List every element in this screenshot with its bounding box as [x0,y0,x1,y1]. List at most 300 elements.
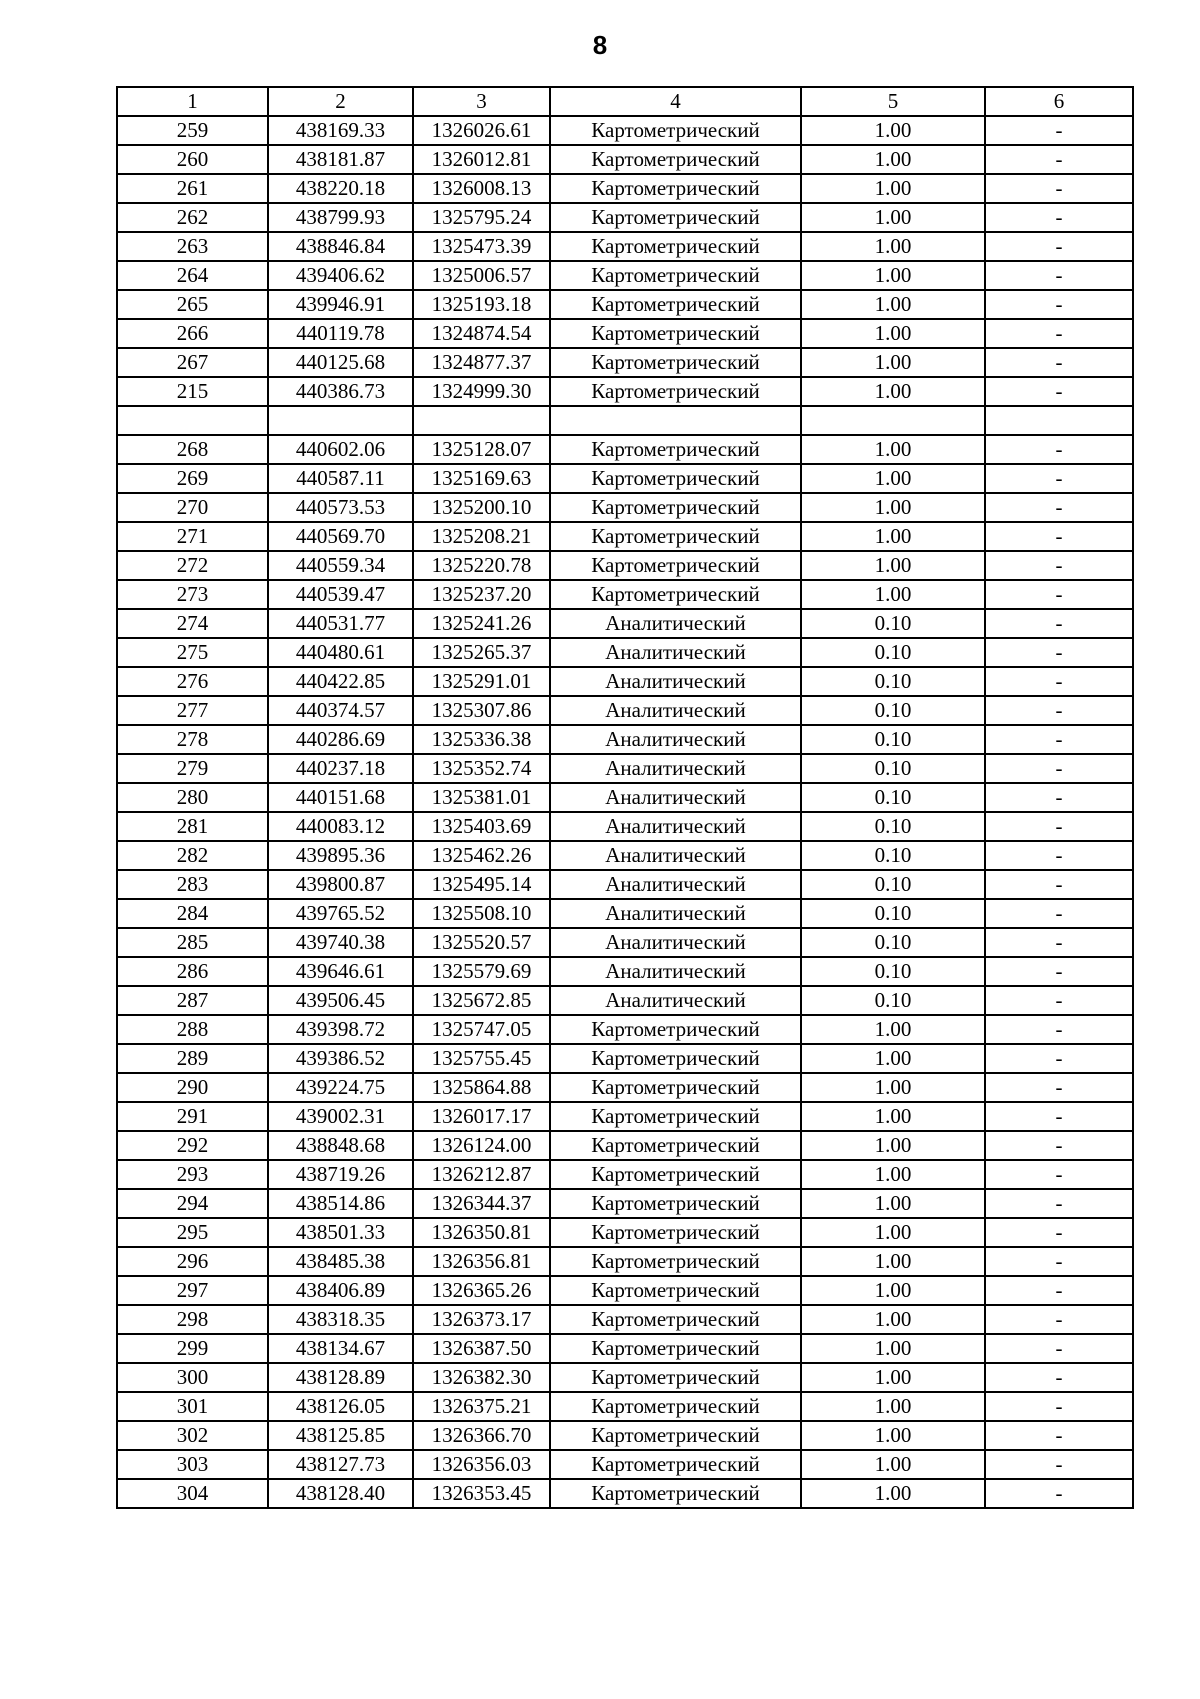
table-cell: - [985,580,1133,609]
table-cell: Аналитический [550,986,801,1015]
table-cell: 1.00 [801,580,985,609]
table-cell: 1.00 [801,1392,985,1421]
table-cell: 440286.69 [268,725,413,754]
table-cell: 1.00 [801,377,985,406]
table-cell: 0.10 [801,696,985,725]
table-cell: - [985,812,1133,841]
table-cell: 1326366.70 [413,1421,550,1450]
table-row [117,464,1133,493]
table-cell: 1.00 [801,1479,985,1508]
table-cell: Картометрический [550,1334,801,1363]
table-cell: 1.00 [801,348,985,377]
table-cell: 438501.33 [268,1218,413,1247]
table-cell: 267 [117,348,268,377]
table-cell: 298 [117,1305,268,1334]
table-cell: - [985,1073,1133,1102]
table-row [117,1044,1133,1073]
table-cell: 1325200.10 [413,493,550,522]
table-cell: 440531.77 [268,609,413,638]
table-cell: 1326212.87 [413,1160,550,1189]
table-cell: - [985,377,1133,406]
table-cell: - [985,870,1133,899]
table-cell: - [985,145,1133,174]
table-cell: Аналитический [550,841,801,870]
table-cell [117,406,268,435]
table-cell: 292 [117,1131,268,1160]
table-cell: 270 [117,493,268,522]
table-row [117,551,1133,580]
table-cell: - [985,754,1133,783]
coordinates-table [116,86,1134,1509]
table-cell: 264 [117,261,268,290]
table-cell: - [985,1015,1133,1044]
table-cell: Аналитический [550,783,801,812]
table-row [117,261,1133,290]
table-row [117,1073,1133,1102]
table-cell: 1325307.86 [413,696,550,725]
table-cell: Картометрический [550,464,801,493]
table-cell: 278 [117,725,268,754]
header-cell: 5 [801,87,985,116]
table-cell: 440119.78 [268,319,413,348]
table-cell: 275 [117,638,268,667]
table-cell: 281 [117,812,268,841]
table-cell: Картометрический [550,1421,801,1450]
table-cell: 1.00 [801,116,985,145]
table-cell: 440587.11 [268,464,413,493]
table-cell: 438169.33 [268,116,413,145]
table-row [117,783,1133,812]
table-cell: 263 [117,232,268,261]
table-cell: 1326026.61 [413,116,550,145]
table-cell: - [985,261,1133,290]
table-cell: 1.00 [801,261,985,290]
table-row [117,1160,1133,1189]
header-cell: 1 [117,87,268,116]
table-cell: 299 [117,1334,268,1363]
table-cell: Картометрический [550,290,801,319]
table-cell: 260 [117,145,268,174]
table-cell: - [985,1189,1133,1218]
table-cell: 1325265.37 [413,638,550,667]
table-cell: 1.00 [801,1276,985,1305]
table-cell: 282 [117,841,268,870]
table-cell: 0.10 [801,957,985,986]
table-cell: 1325473.39 [413,232,550,261]
table-cell: 440559.34 [268,551,413,580]
table-cell: Картометрический [550,1392,801,1421]
table-cell: - [985,116,1133,145]
table-cell: Картометрический [550,1363,801,1392]
table-cell: - [985,1218,1133,1247]
table-cell: 439800.87 [268,870,413,899]
table-cell: 0.10 [801,609,985,638]
table-row [117,1479,1133,1508]
table-cell: 1326008.13 [413,174,550,203]
table-cell: Картометрический [550,551,801,580]
table-cell: 1326356.81 [413,1247,550,1276]
table-cell: 438125.85 [268,1421,413,1450]
table-cell: 1.00 [801,319,985,348]
table-row [117,290,1133,319]
table-cell: 438126.05 [268,1392,413,1421]
table-cell: 1.00 [801,1015,985,1044]
table-cell: 1325208.21 [413,522,550,551]
table-cell: 1.00 [801,435,985,464]
table-cell: 1325241.26 [413,609,550,638]
table-cell: Аналитический [550,638,801,667]
table-cell: 1326344.37 [413,1189,550,1218]
table-cell [413,406,550,435]
table-cell: 439740.38 [268,928,413,957]
table-cell: 1.00 [801,203,985,232]
table-cell: 277 [117,696,268,725]
table-cell: Аналитический [550,928,801,957]
table-cell: 1326387.50 [413,1334,550,1363]
table-cell: Картометрический [550,319,801,348]
table-cell: - [985,725,1133,754]
table-row [117,319,1133,348]
table-cell: 438406.89 [268,1276,413,1305]
table-cell: Картометрический [550,1015,801,1044]
table-cell: 1.00 [801,1160,985,1189]
table-cell: 1.00 [801,290,985,319]
table-cell: Аналитический [550,609,801,638]
table-cell: 440237.18 [268,754,413,783]
table-row [117,638,1133,667]
table-cell: 261 [117,174,268,203]
table-cell: Картометрический [550,203,801,232]
table-row [117,957,1133,986]
table-cell: - [985,957,1133,986]
table-row [117,493,1133,522]
table-cell: 1325381.01 [413,783,550,812]
table-cell: - [985,638,1133,667]
table-cell: 439002.31 [268,1102,413,1131]
table-row [117,203,1133,232]
table-cell: 265 [117,290,268,319]
table-cell: Картометрический [550,1131,801,1160]
table-cell: - [985,1247,1133,1276]
table-cell: 439398.72 [268,1015,413,1044]
table-row [117,1421,1133,1450]
table-cell: 438128.40 [268,1479,413,1508]
table-row [117,406,1133,435]
table-cell: 297 [117,1276,268,1305]
table-cell: 0.10 [801,638,985,667]
table-cell: 1.00 [801,1450,985,1479]
table-cell [801,406,985,435]
table-cell [550,406,801,435]
table-cell: 1325520.57 [413,928,550,957]
table-cell: - [985,1131,1133,1160]
table-cell: - [985,609,1133,638]
table-cell: 0.10 [801,725,985,754]
table-row [117,696,1133,725]
table-cell: 1325403.69 [413,812,550,841]
table-cell: - [985,1276,1133,1305]
table-cell: 1325220.78 [413,551,550,580]
table-cell: - [985,783,1133,812]
table-row [117,986,1133,1015]
table-cell: Картометрический [550,1160,801,1189]
table-cell: 440539.47 [268,580,413,609]
table-cell: - [985,696,1133,725]
table-row [117,1015,1133,1044]
table-cell: - [985,435,1133,464]
table-cell: 438514.86 [268,1189,413,1218]
table-cell: 294 [117,1189,268,1218]
table-cell: - [985,1334,1133,1363]
table-cell: 1326375.21 [413,1392,550,1421]
table-cell: Картометрический [550,1044,801,1073]
table-cell: Аналитический [550,812,801,841]
table-cell: Картометрический [550,435,801,464]
table-row [117,1102,1133,1131]
table-cell: 440569.70 [268,522,413,551]
table-cell: 293 [117,1160,268,1189]
table-row [117,1334,1133,1363]
table-cell: Аналитический [550,899,801,928]
table-cell: 1324874.54 [413,319,550,348]
table-cell: 1325193.18 [413,290,550,319]
table-row [117,899,1133,928]
table-cell: 290 [117,1073,268,1102]
table-row [117,725,1133,754]
table-cell: 0.10 [801,841,985,870]
table-row [117,377,1133,406]
table-cell: Картометрический [550,116,801,145]
table-cell: 300 [117,1363,268,1392]
table-cell: 1.00 [801,1131,985,1160]
table-row [117,1450,1133,1479]
table-cell: 1326373.17 [413,1305,550,1334]
table-cell: - [985,493,1133,522]
table-cell: 1326353.45 [413,1479,550,1508]
table-cell: 1.00 [801,1305,985,1334]
header-cell: 6 [985,87,1133,116]
table-cell: 1325237.20 [413,580,550,609]
table-cell: 440125.68 [268,348,413,377]
table-cell: Картометрический [550,174,801,203]
table-cell: Картометрический [550,1479,801,1508]
table-cell: - [985,232,1133,261]
table-cell: 1.00 [801,522,985,551]
table-cell: 1325169.63 [413,464,550,493]
table-cell: Картометрический [550,145,801,174]
table-cell: 438181.87 [268,145,413,174]
table-cell: - [985,1160,1133,1189]
table-cell: - [985,667,1133,696]
table-cell: - [985,464,1133,493]
table-cell: - [985,1102,1133,1131]
table-cell: 283 [117,870,268,899]
header-cell: 4 [550,87,801,116]
table-cell: 1.00 [801,1247,985,1276]
header-cell: 2 [268,87,413,116]
table-cell: 1326382.30 [413,1363,550,1392]
table-cell: 1.00 [801,232,985,261]
table-cell: Картометрический [550,1102,801,1131]
table-cell: 295 [117,1218,268,1247]
table-cell: - [985,1044,1133,1073]
table-cell: 438846.84 [268,232,413,261]
table-cell: 0.10 [801,783,985,812]
table-cell: 440480.61 [268,638,413,667]
table-cell: Картометрический [550,580,801,609]
table-cell: 291 [117,1102,268,1131]
table-cell: Картометрический [550,1305,801,1334]
table-row [117,928,1133,957]
table-cell: - [985,319,1133,348]
table-cell: 440083.12 [268,812,413,841]
page-number: 8 [592,30,608,60]
table-cell: Картометрический [550,1218,801,1247]
table-cell: 268 [117,435,268,464]
table-cell: 1.00 [801,1363,985,1392]
table-cell: 1.00 [801,551,985,580]
table-cell [268,406,413,435]
table-cell: 1325336.38 [413,725,550,754]
table-row [117,522,1133,551]
table-cell: 1325006.57 [413,261,550,290]
table-cell: - [985,551,1133,580]
table-cell: Аналитический [550,696,801,725]
table-cell: 439224.75 [268,1073,413,1102]
table-cell: 440374.57 [268,696,413,725]
table-cell: 0.10 [801,667,985,696]
table-cell: Картометрический [550,1073,801,1102]
table-cell: 438127.73 [268,1450,413,1479]
table-cell: 0.10 [801,928,985,957]
table-row [117,1305,1133,1334]
table-cell: 288 [117,1015,268,1044]
table-cell: 440386.73 [268,377,413,406]
table-cell: 1325755.45 [413,1044,550,1073]
table-cell: - [985,1479,1133,1508]
table-cell: 1325291.01 [413,667,550,696]
table-cell: Картометрический [550,1247,801,1276]
table-cell: 304 [117,1479,268,1508]
table-cell: - [985,522,1133,551]
table-cell: 440602.06 [268,435,413,464]
table-cell: 0.10 [801,986,985,1015]
table-cell: 0.10 [801,899,985,928]
table-row [117,116,1133,145]
table-header-row [117,87,1133,116]
table-cell: 1325672.85 [413,986,550,1015]
table-cell: 1324877.37 [413,348,550,377]
table-cell: 1325579.69 [413,957,550,986]
table-cell: 1325864.88 [413,1073,550,1102]
table-row [117,435,1133,464]
table-cell: 1325462.26 [413,841,550,870]
table-cell: - [985,928,1133,957]
table-cell: 1326350.81 [413,1218,550,1247]
table-cell: 266 [117,319,268,348]
table-cell: 273 [117,580,268,609]
table-cell: 276 [117,667,268,696]
table-row [117,145,1133,174]
table-cell: 1325352.74 [413,754,550,783]
table-cell: 271 [117,522,268,551]
table-cell: 440151.68 [268,783,413,812]
table-cell: - [985,1392,1133,1421]
table-cell: 286 [117,957,268,986]
table-row [117,348,1133,377]
table-row [117,1276,1133,1305]
table-cell: Аналитический [550,725,801,754]
table-cell [985,406,1133,435]
table-cell: 1.00 [801,1334,985,1363]
table-cell: 0.10 [801,812,985,841]
table-cell: 289 [117,1044,268,1073]
table-cell: 0.10 [801,754,985,783]
table-cell: 439946.91 [268,290,413,319]
table-row [117,1247,1133,1276]
table-cell: Картометрический [550,377,801,406]
table-cell: 1324999.30 [413,377,550,406]
table-cell: - [985,290,1133,319]
table-cell: Аналитический [550,667,801,696]
table-cell: Аналитический [550,870,801,899]
table-cell: 301 [117,1392,268,1421]
table-cell: 0.10 [801,870,985,899]
table-cell: 287 [117,986,268,1015]
table-cell: 284 [117,899,268,928]
table-cell: 1325495.14 [413,870,550,899]
table-row [117,1363,1133,1392]
table-cell: 1.00 [801,1189,985,1218]
table-row [117,870,1133,899]
table-cell: Картометрический [550,1189,801,1218]
table-cell: 280 [117,783,268,812]
table-row [117,667,1133,696]
table-cell: Аналитический [550,754,801,783]
table-cell: 1326017.17 [413,1102,550,1131]
table-row [117,609,1133,638]
table-cell: - [985,1450,1133,1479]
table-row [117,1392,1133,1421]
table-cell: 438799.93 [268,203,413,232]
table-row [117,841,1133,870]
table-cell: 1.00 [801,1073,985,1102]
table-cell: 1325747.05 [413,1015,550,1044]
table-cell: 439895.36 [268,841,413,870]
table-cell: 440422.85 [268,667,413,696]
table-cell: 215 [117,377,268,406]
table-cell: - [985,1421,1133,1450]
table-cell: Картометрический [550,232,801,261]
table-cell: 438485.38 [268,1247,413,1276]
table-cell: Картометрический [550,1450,801,1479]
table-cell: - [985,174,1133,203]
table-cell: 285 [117,928,268,957]
table-cell: 439386.52 [268,1044,413,1073]
table-cell: Картометрический [550,261,801,290]
table-row [117,754,1133,783]
table-cell: - [985,899,1133,928]
table-cell: - [985,986,1133,1015]
table-cell: 438128.89 [268,1363,413,1392]
table-cell: 259 [117,116,268,145]
table-cell: - [985,203,1133,232]
table-cell: 1.00 [801,145,985,174]
table-cell: 1326356.03 [413,1450,550,1479]
table-cell: 438719.26 [268,1160,413,1189]
table-cell: 439506.45 [268,986,413,1015]
table-cell: 1.00 [801,1218,985,1247]
